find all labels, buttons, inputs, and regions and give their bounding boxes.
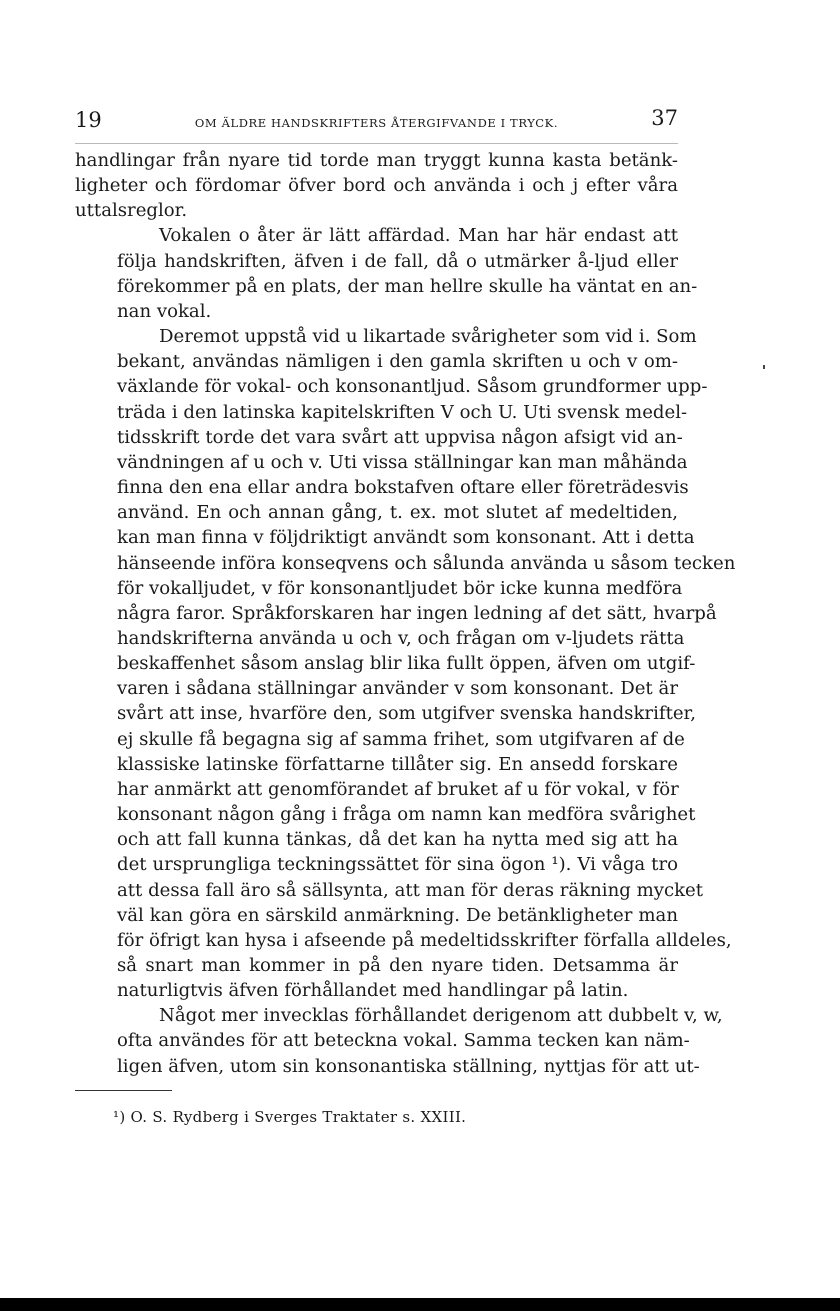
text-line: ligen äfven, utom sin konsonantiska ställning, nyttjas för att ut- (117, 1055, 700, 1077)
text-line: och att fall kunna tänkas, då det kan ha nytta med sig att ha (117, 829, 678, 851)
text-line: det ursprungliga teckningssättet för sina ögon ¹). Vi våga tro (117, 854, 678, 876)
text-line: handskrifterna använda u och v, och frågan om v-ljudets rätta (117, 627, 685, 649)
footnote: ¹) O. S. Rydberg i Sverges Traktater s. XXIII. (113, 1108, 467, 1126)
text-line: konsonant någon gång i fråga om namn kan medföra svårighet (117, 804, 696, 826)
text-line: uttalsreglor. (75, 200, 188, 222)
text-line: hänseende införa konseqvens och sålunda använda u såsom tecken (117, 552, 736, 574)
text-line: så snart man kommer in på den nyare tiden. Detsamma är (117, 955, 678, 976)
footnote-rule (75, 1090, 172, 1091)
paragraph-4 (75, 1003, 723, 1078)
text-line: för öfrigt kan hysa i afseende på medeltidsskrifter förfalla alldeles, (117, 929, 732, 951)
text-line: ligheter och fördomar öfver bord och använda i och j efter våra (75, 175, 678, 197)
text-line: förekommer på en plats, der man hellre skulle ha väntat en an- (117, 275, 698, 297)
scan-speck (763, 365, 765, 369)
text-line: Vokalen o åter är lätt affärdad. Man har här endast att (159, 225, 678, 247)
text-line: växlande för vokal- och konsonantljud. Såsom grundformer upp- (117, 376, 708, 398)
text-line: bekant, användas nämligen i den gamla skriften u och v om- (117, 351, 678, 373)
text-line: beskaffenhet såsom anslag blir lika fullt öppen, äfven om utgif- (117, 653, 696, 675)
paragraph-3 (75, 324, 736, 1003)
paragraph-2 (75, 223, 698, 324)
text-line: Deremot uppstå vid u likartade svårigheter som vid i. Som (159, 326, 697, 348)
text-line: nan vokal. (117, 300, 212, 322)
text-line: svårt att inse, hvarföre den, som utgifver svenska handskrifter, (117, 703, 696, 725)
text-line: klassiske latinske författarne tillåter sig. En ansedd forskare (117, 753, 678, 775)
signature-mark: 19 (75, 108, 102, 132)
text-line: några faror. Språkforskaren har ingen ledning af det sätt, hvarpå (117, 602, 717, 624)
text-line: träda i den latinska kapitelskriften V och U. Uti svensk medel- (117, 401, 688, 423)
text-line: har anmärkt att genomförandet af bruket af u för vokal, v för (117, 778, 679, 800)
text-line: för vokalljudet, v för konsonantljudet bör icke kunna medföra (117, 577, 683, 599)
text-line: tidsskrift torde det vara svårt att uppvisa någon afsigt vid an- (117, 426, 683, 448)
text-line: ofta användes för att beteckna vokal. Samma tecken kan näm- (117, 1030, 690, 1052)
scan-edge-bar (0, 1298, 840, 1311)
text-line: ej skulle få begagna sig af samma frihet, som utgifvaren af de (117, 728, 685, 750)
text-line: naturligtvis äfven förhållandet med handlingar på latin. (117, 980, 629, 1002)
page-number: 37 (651, 106, 678, 130)
text-line: använd. En och annan gång, t. ex. mot slutet af medeltiden, (117, 502, 678, 524)
running-title: OM ÄLDRE HANDSKRIFTERS ÅTERGIFVANDE I TRYCK. (194, 116, 559, 130)
text-line: finna den ena ellar andra bokstafven oftare eller företrädesvis (117, 477, 689, 499)
text-line: varen i sådana ställningar använder v som konsonant. Det är (117, 678, 678, 700)
text-line: vändningen af u och v. Uti vissa ställningar kan man måhända (117, 451, 688, 473)
header-rule (75, 143, 678, 144)
text-line: att dessa fall äro så sällsynta, att man för deras räkning mycket (117, 879, 704, 901)
page-header (75, 104, 678, 136)
text-line: kan man finna v följdriktigt användt som konsonant. Att i detta (117, 527, 695, 549)
text-line: väl kan göra en särskild anmärkning. De betänkligheter man (117, 904, 678, 926)
text-line: handlingar från nyare tid torde man tryggt kunna kasta betänk- (75, 150, 678, 171)
text-line: Något mer invecklas förhållandet derigenom att dubbelt v, w, (159, 1005, 723, 1027)
text-line: följa handskriften, äfven i de fall, då o utmärker å-ljud eller (117, 250, 678, 272)
paragraph-1 (75, 148, 678, 223)
body-text (75, 148, 736, 1079)
